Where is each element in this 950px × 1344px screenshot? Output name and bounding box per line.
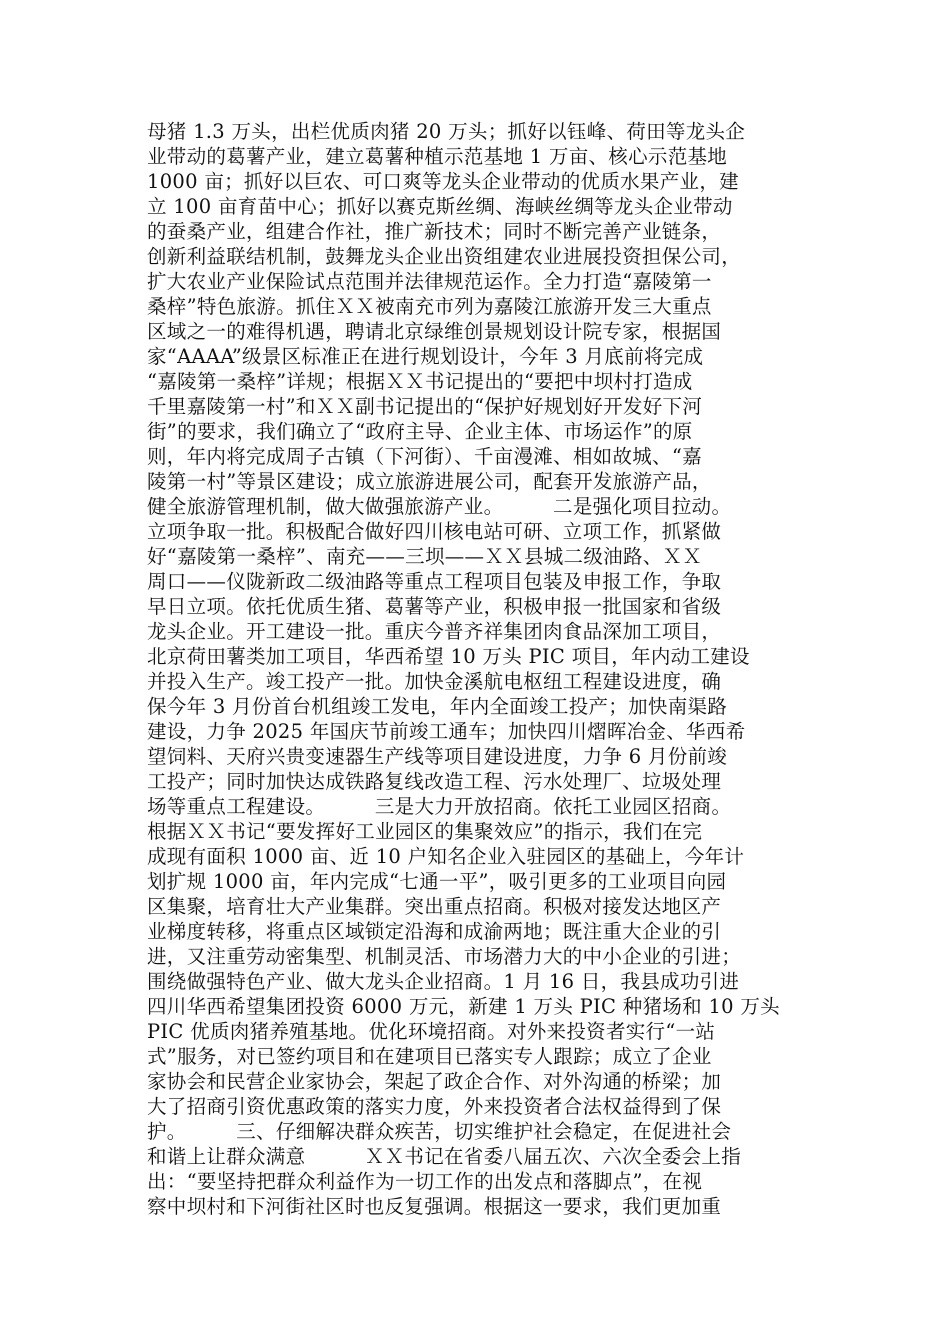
- text-line: 业梯度转移，将重点区域锁定沿海和成渝两地；既注重大企业的引: [147, 920, 722, 943]
- text-line: 业带动的葛薯产业，建立葛薯种植示范基地 1 万亩、核心示范基地: [147, 145, 728, 168]
- text-line: 扩大农业产业保险试点范围并法律规范运作。全力打造“嘉陵第一: [147, 270, 712, 293]
- text-line: 家协会和民营企业家协会，架起了政企合作、对外沟通的桥梁；加: [147, 1070, 722, 1093]
- text-line: 立 100 亩育苗中心；抓好以赛克斯丝绸、海峡丝绸等龙头企业带动: [147, 195, 733, 218]
- text-line: 护。 三、仔细解决群众疾苦，切实维护社会稳定，在促进社会: [147, 1120, 732, 1143]
- text-line: 四川华西希望集团投资 6000 万元，新建 1 万头 PIC 种猪场和 10 万头: [147, 995, 780, 1018]
- text-line: 保今年 3 月份首台机组竣工发电，年内全面竣工投产；加快南渠路: [147, 695, 728, 718]
- text-line: 则，年内将完成周子古镇（下河街）、千亩漫滩、相如故城、“嘉: [147, 445, 702, 468]
- text-line: 健全旅游管理机制，做大做强旅游产业。 二是强化项目拉动。: [147, 495, 732, 518]
- text-line: 周口——仪陇新政二级油路等重点工程项目包装及申报工作，争取: [147, 570, 722, 593]
- text-line: “嘉陵第一桑梓”详规；根据ＸＸ书记提出的“要把中坝村打造成: [147, 370, 693, 393]
- text-line: 创新利益联结机制，鼓舞龙头企业出资组建农业进展投资担保公司，: [147, 245, 742, 268]
- text-line: 区集聚，培育壮大产业集群。突出重点招商。积极对接发达地区产: [147, 895, 722, 918]
- text-line: 大了招商引资优惠政策的落实力度，外来投资者合法权益得到了保: [147, 1095, 722, 1118]
- text-line: 望饲料、天府兴贵变速器生产线等项目建设进度，力争 6 月份前竣: [147, 745, 728, 768]
- text-line: 围绕做强特色产业、做大龙头企业招商。1 月 16 日，我县成功引进: [147, 970, 740, 993]
- text-line: 家“AAAA”级景区标准正在进行规划设计，今年 3 月底前将完成: [147, 345, 704, 368]
- text-line: PIC 优质肉猪养殖基地。优化环境招商。对外来投资者实行“一站: [147, 1020, 716, 1043]
- text-line: 陵第一村”等景区建设；成立旅游进展公司，配套开发旅游产品，: [147, 470, 712, 493]
- text-line: 北京荷田薯类加工项目，华西希望 10 万头 PIC 项目，年内动工建设: [147, 645, 750, 668]
- text-line: 1000 亩；抓好以巨农、可口爽等龙头企业带动的优质水果产业，建: [147, 170, 739, 193]
- body-text: [147, 119, 817, 1219]
- text-line: 划扩规 1000 亩，年内完成“七通一平”，吸引更多的工业项目向园: [147, 870, 727, 893]
- text-line: 街”的要求，我们确立了“政府主导、企业主体、市场运作”的原: [147, 420, 693, 443]
- text-line: 好“嘉陵第一桑梓”、南充——三坝——ＸＸ县城二级油路、ＸＸ: [147, 545, 703, 568]
- text-line: 和谐上让群众满意 ＸＸ书记在省委八届五次、六次全委会上指: [147, 1145, 742, 1168]
- text-line: 早日立项。依托优质生猪、葛薯等产业，积极申报一批国家和省级: [147, 595, 722, 618]
- text-line: 母猪 1.3 万头，出栏优质肉猪 20 万头；抓好以钰峰、荷田等龙头企: [147, 120, 746, 143]
- text-line: 出：“要坚持把群众利益作为一切工作的出发点和落脚点”，在视: [147, 1170, 703, 1193]
- text-line: 根据ＸＸ书记“要发挥好工业园区的集聚效应”的指示，我们在完: [147, 820, 703, 843]
- text-line: 并投入生产。竣工投产一批。加快金溪航电枢纽工程建设进度，确: [147, 670, 722, 693]
- text-line: 察中坝村和下河街社区时也反复强调。根据这一要求，我们更加重: [147, 1195, 722, 1218]
- text-line: 工投产；同时加快达成铁路复线改造工程、污水处理厂、垃圾处理: [147, 770, 722, 793]
- text-line: 的蚕桑产业，组建合作社，推广新技术；同时不断完善产业链条，: [147, 220, 722, 243]
- text-line: 立项争取一批。积极配合做好四川核电站可研、立项工作，抓紧做: [147, 520, 722, 543]
- text-line: 建设，力争 2025 年国庆节前竣工通车；加快四川熠晖冶金、华西希: [147, 720, 746, 743]
- text-line: 龙头企业。开工建设一批。重庆今普齐祥集团肉食品深加工项目，: [147, 620, 722, 643]
- text-line: 场等重点工程建设。 三是大力开放招商。依托工业园区招商。: [147, 795, 732, 818]
- text-line: 区域之一的难得机遇，聘请北京绿维创景规划设计院专家，根据国: [147, 320, 722, 343]
- text-line: 进，又注重劳动密集型、机制灵活、市场潜力大的中小企业的引进；: [147, 945, 742, 968]
- text-line: 桑梓”特色旅游。抓住ＸＸ被南充市列为嘉陵江旅游开发三大重点: [147, 295, 712, 318]
- text-line: 成现有面积 1000 亩、近 10 户知名企业入驻园区的基础上，今年计: [147, 845, 745, 868]
- text-line: 式”服务，对已签约项目和在建项目已落实专人跟踪；成立了企业: [147, 1045, 712, 1068]
- text-line: 千里嘉陵第一村”和ＸＸ副书记提出的“保护好规划好开发好下河: [147, 395, 703, 418]
